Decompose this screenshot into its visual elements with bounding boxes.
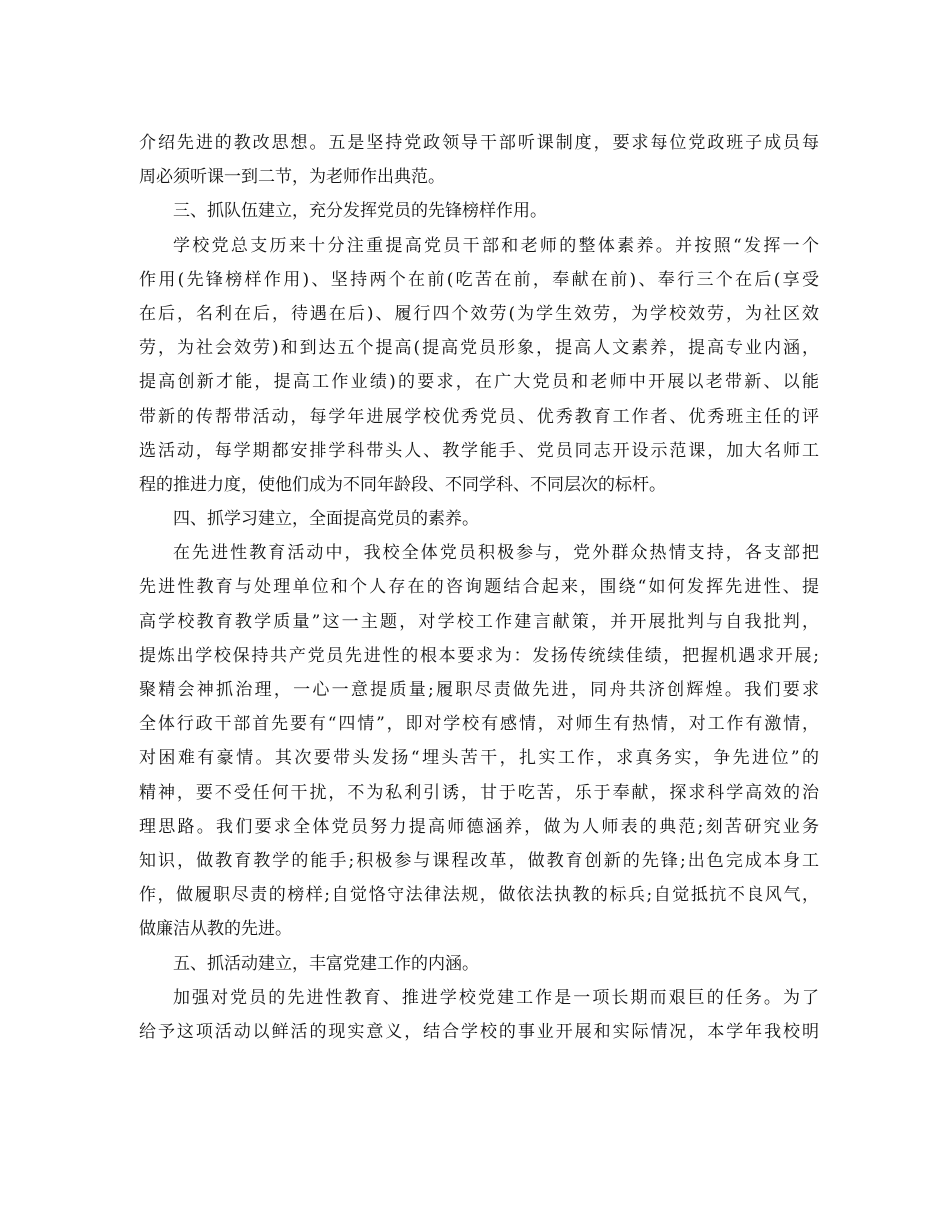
paragraph-first-line: 三、抓队伍建立，充分发挥党员的先锋榜样作用。: [173, 201, 547, 222]
text-line: 带新的传帮带活动，每学年进展学校优秀党员、优秀教育工作者、优秀班主任的评: [139, 406, 819, 427]
document-body: [139, 126, 819, 1049]
text-line: 在后，名利在后，待遇在后)、履行四个效劳(为学生效劳，为学校效劳，为社区效: [139, 303, 819, 324]
text-line: 作，做履职尽责的榜样;自觉恪守法律法规，做依法执教的标兵;自觉抵抗不良风气，: [139, 885, 819, 906]
text-line: 全体行政干部首先要有“四情”，即对学校有感情，对师生有热情，对工作有激情，: [139, 714, 819, 735]
text-line: 精神，要不受任何干扰，不为私利引诱，甘于吃苦，乐于奉献，探求科学高效的治: [139, 782, 819, 803]
paragraph-first-line: 学校党总支历来十分注重提高党员干部和老师的整体素养。并按照“发挥一个: [173, 235, 819, 256]
paragraph-first-line: 加强对党员的先进性教育、推进学校党建工作是一项长期而艰巨的任务。为了: [173, 987, 819, 1008]
text-line: 做廉洁从教的先进。: [139, 919, 292, 940]
text-line: 介绍先进的教改思想。五是坚持党政领导干部听课制度，要求每位党政班子成员每: [139, 133, 819, 153]
text-line: 选活动，每学期都安排学科带头人、教学能手、党员同志开设示范课，加大名师工: [139, 440, 819, 461]
paragraph-first-line: 五、抓活动建立，丰富党建工作的内涵。: [173, 953, 479, 974]
text-line: 给予这项活动以鲜活的现实意义，结合学校的事业开展和实际情况，本学年我校明: [139, 1021, 819, 1042]
text-line: 劳，为社会效劳)和到达五个提高(提高党员形象，提高人文素养，提高专业内涵，: [139, 338, 819, 359]
text-line: 提炼出学校保持共产党员先进性的根本要求为：发扬传统续佳绩，把握机遇求开展;: [139, 645, 819, 666]
text-line: 高学校教育教学质量”这一主题，对学校工作建言献策，并开展批判与自我批判，: [139, 611, 819, 632]
text-line: 提高创新才能，提高工作业绩)的要求，在广大党员和老师中开展以老带新、以能: [139, 372, 819, 393]
paragraph-first-line: 四、抓学习建立，全面提高党员的素养。: [173, 509, 479, 530]
text-line: 作用(先锋榜样作用)、坚持两个在前(吃苦在前，奉献在前)、奉行三个在后(享受: [139, 269, 819, 290]
text-line: 先进性教育与处理单位和个人存在的咨询题结合起来，围绕“如何发挥先进性、提: [139, 577, 819, 598]
text-line: 周必须听课一到二节，为老师作出典范。: [139, 167, 445, 188]
text-line: 聚精会神抓治理，一心一意提质量;履职尽责做先进，同舟共济创辉煌。我们要求: [139, 680, 819, 700]
text-line: 知识，做教育教学的能手;积极参与课程改革，做教育创新的先锋;出色完成本身工: [139, 850, 819, 871]
text-line: 程的推进力度，使他们成为不同年龄段、不同学科、不同层次的标杆。: [139, 474, 666, 495]
text-line: 理思路。我们要求全体党员努力提高师德涵养，做为人师表的典范;刻苦研究业务: [139, 816, 819, 837]
text-line: 对困难有豪情。其次要带头发扬“埋头苦干，扎实工作，求真务实，争先进位”的: [139, 748, 819, 769]
paragraph-first-line: 在先进性教育活动中，我校全体党员积极参与，党外群众热情支持，各支部把: [173, 543, 819, 564]
